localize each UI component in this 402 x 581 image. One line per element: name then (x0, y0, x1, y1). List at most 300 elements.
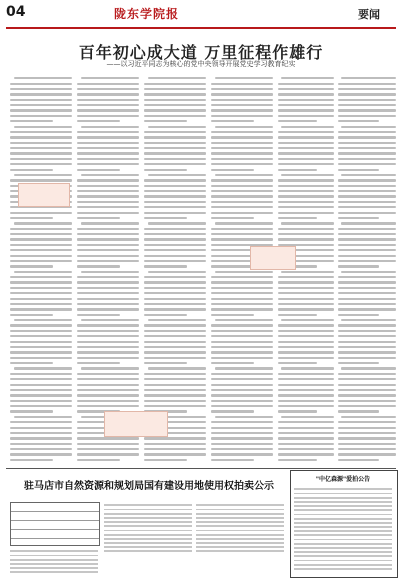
header-rule (6, 27, 396, 29)
text-line (10, 351, 72, 353)
text-column-6 (338, 74, 396, 466)
text-line (338, 351, 396, 353)
text-line (278, 136, 334, 138)
text-line (10, 292, 72, 294)
text-line (211, 421, 273, 423)
text-line (278, 201, 334, 203)
text-line (278, 394, 334, 396)
text-line (338, 427, 396, 429)
text-line (144, 185, 206, 187)
text-line (211, 228, 273, 230)
text-line (338, 421, 396, 423)
text-line (144, 384, 206, 386)
text-line (144, 195, 206, 197)
text-line (144, 120, 187, 122)
text-line (278, 206, 334, 208)
text-line (196, 513, 284, 515)
ad-body-col-0 (10, 548, 98, 576)
text-line (77, 287, 139, 289)
text-line (338, 287, 396, 289)
text-line (341, 77, 396, 79)
text-line (338, 195, 396, 197)
text-column-3 (144, 74, 206, 466)
text-line (10, 335, 72, 337)
page-number: 04 (6, 4, 26, 20)
text-line (144, 405, 206, 407)
text-line (104, 504, 192, 506)
text-line (144, 276, 206, 278)
text-line (10, 330, 72, 332)
text-line (278, 448, 334, 450)
text-line (338, 330, 396, 332)
text-line (211, 120, 254, 122)
text-line (10, 83, 72, 85)
text-line (10, 147, 72, 149)
text-line (211, 233, 273, 235)
text-line (338, 394, 396, 396)
text-line (196, 530, 284, 532)
text-line (144, 147, 206, 149)
text-line (77, 405, 139, 407)
text-line (77, 448, 139, 450)
text-line (196, 517, 284, 519)
text-line (144, 238, 206, 240)
text-line (144, 443, 206, 445)
text-line (10, 158, 72, 160)
text-column-2 (77, 74, 139, 466)
text-line (211, 346, 273, 348)
text-line (338, 93, 396, 95)
text-line (144, 142, 206, 144)
text-line (144, 93, 206, 95)
text-line (77, 228, 139, 230)
text-line (338, 389, 396, 391)
text-line (144, 169, 187, 171)
text-line (196, 509, 284, 511)
ad-title: 驻马店市自然资源和规划局国有建设用地使用权拍卖公示 (24, 481, 274, 492)
text-line (338, 120, 379, 122)
text-line (144, 459, 187, 461)
text-line (104, 525, 192, 527)
text-line (211, 195, 273, 197)
text-line (10, 109, 72, 111)
text-line (144, 324, 206, 326)
text-line (10, 559, 98, 561)
text-line (77, 238, 139, 240)
text-line (211, 169, 254, 171)
text-line (278, 228, 334, 230)
text-line (294, 564, 392, 566)
text-line (294, 539, 392, 541)
text-line (294, 543, 392, 545)
text-line (148, 319, 206, 321)
text-line (338, 453, 396, 455)
text-line (278, 190, 334, 192)
text-line (338, 362, 379, 364)
text-line (294, 514, 392, 516)
text-line (144, 255, 206, 257)
text-line (148, 222, 206, 224)
text-line (77, 351, 139, 353)
text-line (338, 443, 396, 445)
text-line (144, 109, 206, 111)
text-line (341, 222, 396, 224)
text-line (77, 281, 139, 283)
text-line (196, 538, 284, 540)
text-line (81, 174, 139, 176)
text-line (144, 136, 206, 138)
text-line (77, 394, 139, 396)
text-line (77, 233, 139, 235)
text-line (281, 222, 334, 224)
text-line (278, 179, 334, 181)
text-line (77, 190, 139, 192)
text-line (211, 276, 273, 278)
text-line (338, 233, 396, 235)
text-line (196, 550, 284, 552)
text-line (10, 212, 72, 214)
pull-quote-box (104, 411, 168, 437)
text-line (10, 459, 53, 461)
text-line (77, 373, 139, 375)
text-line (278, 314, 317, 316)
text-line (278, 330, 334, 332)
text-line (338, 185, 396, 187)
text-line (77, 453, 139, 455)
text-line (215, 77, 273, 79)
text-line (281, 174, 334, 176)
text-line (148, 271, 206, 273)
text-line (144, 330, 206, 332)
text-line (81, 222, 139, 224)
text-line (338, 276, 396, 278)
text-line (10, 120, 53, 122)
text-line (77, 443, 139, 445)
text-line (14, 416, 72, 418)
text-line (338, 265, 379, 267)
text-line (14, 126, 72, 128)
text-line (10, 571, 98, 573)
text-line (338, 335, 396, 337)
text-line (104, 534, 192, 536)
text-line (77, 244, 139, 246)
text-line (338, 448, 396, 450)
text-line (215, 319, 273, 321)
text-line (77, 362, 120, 364)
text-line (144, 351, 206, 353)
text-line (215, 271, 273, 273)
text-line (281, 271, 334, 273)
text-line (278, 351, 334, 353)
text-line (144, 287, 206, 289)
text-line (278, 212, 334, 214)
text-line (77, 389, 139, 391)
text-line (77, 303, 139, 305)
text-line (77, 163, 139, 165)
text-line (77, 276, 139, 278)
text-line (10, 136, 72, 138)
text-line (281, 416, 334, 418)
text-line (77, 260, 139, 262)
text-line (77, 357, 139, 359)
text-line (215, 222, 273, 224)
text-line (278, 120, 317, 122)
text-line (278, 131, 334, 133)
notice-title: "中亿森源"爱拍公告 (315, 476, 371, 483)
text-line (14, 174, 72, 176)
text-line (215, 174, 273, 176)
text-line (338, 152, 396, 154)
text-line (211, 459, 254, 461)
text-line (10, 563, 98, 565)
text-line (341, 126, 396, 128)
text-line (148, 174, 206, 176)
text-line (144, 233, 206, 235)
text-line (341, 416, 396, 418)
text-line (278, 104, 334, 106)
text-line (278, 142, 334, 144)
text-line (338, 109, 396, 111)
text-line (77, 147, 139, 149)
text-line (77, 217, 120, 219)
text-line (211, 281, 273, 283)
text-line (144, 163, 206, 165)
text-line (77, 99, 139, 101)
text-line (278, 421, 334, 423)
text-line (10, 131, 72, 133)
text-line (211, 373, 273, 375)
text-line (278, 93, 334, 95)
text-line (144, 104, 206, 106)
text-line (10, 378, 72, 380)
text-line (294, 530, 392, 532)
text-line (338, 400, 396, 402)
text-line (10, 265, 53, 267)
text-line (10, 389, 72, 391)
text-line (211, 335, 273, 337)
text-line (211, 136, 273, 138)
article-headline: 百年初心成大道 万里征程作雄行 (78, 43, 324, 62)
text-line (10, 308, 72, 310)
text-line (211, 351, 273, 353)
text-line (77, 249, 139, 251)
text-line (338, 83, 396, 85)
text-line (144, 217, 187, 219)
text-line (211, 400, 273, 402)
text-line (14, 222, 72, 224)
text-line (338, 244, 396, 246)
text-line (148, 77, 206, 79)
text-line (77, 324, 139, 326)
text-line (338, 88, 396, 90)
text-line (81, 126, 139, 128)
text-line (10, 163, 72, 165)
text-line (77, 346, 139, 348)
text-line (294, 568, 392, 570)
text-line (10, 142, 72, 144)
text-line (338, 115, 396, 117)
text-line (77, 400, 139, 402)
text-line (144, 303, 206, 305)
text-line (10, 276, 72, 278)
text-line (278, 373, 334, 375)
text-line (278, 88, 334, 90)
text-line (77, 384, 139, 386)
text-line (211, 201, 273, 203)
text-line (77, 330, 139, 332)
text-line (10, 324, 72, 326)
text-line (10, 410, 53, 412)
text-line (211, 362, 254, 364)
ad-table (10, 502, 100, 546)
text-line (211, 303, 273, 305)
text-line (294, 509, 392, 511)
text-line (211, 185, 273, 187)
text-line (10, 448, 72, 450)
text-line (10, 249, 72, 251)
text-line (10, 405, 72, 407)
text-line (338, 437, 396, 439)
text-line (211, 378, 273, 380)
text-line (211, 190, 273, 192)
text-line (278, 298, 334, 300)
text-line (77, 212, 139, 214)
text-line (104, 542, 192, 544)
text-line (211, 394, 273, 396)
text-line (278, 410, 317, 412)
text-line (211, 131, 273, 133)
text-line (10, 255, 72, 257)
text-line (294, 522, 392, 524)
text-line (211, 292, 273, 294)
text-line (215, 367, 273, 369)
text-line (10, 427, 72, 429)
text-line (278, 152, 334, 154)
text-line (338, 410, 379, 412)
text-line (144, 389, 206, 391)
text-line (77, 120, 120, 122)
text-line (278, 163, 334, 165)
text-line (77, 459, 120, 461)
text-line (211, 163, 273, 165)
text-line (10, 357, 72, 359)
text-line (211, 357, 273, 359)
text-line (104, 509, 192, 511)
text-line (294, 526, 392, 528)
text-line (338, 384, 396, 386)
text-line (211, 314, 254, 316)
text-line (196, 534, 284, 536)
text-line (104, 538, 192, 540)
text-line (338, 260, 396, 262)
text-line (338, 378, 396, 380)
text-line (10, 217, 53, 219)
text-line (338, 405, 396, 407)
text-line (144, 260, 206, 262)
text-line (211, 83, 273, 85)
text-line (278, 400, 334, 402)
text-line (338, 179, 396, 181)
text-line (338, 142, 396, 144)
text-line (294, 493, 392, 495)
text-line (144, 131, 206, 133)
text-line (144, 190, 206, 192)
text-line (77, 255, 139, 257)
text-line (278, 427, 334, 429)
text-line (104, 546, 192, 548)
text-line (215, 416, 273, 418)
text-line (294, 501, 392, 503)
text-line (10, 550, 98, 552)
text-line (144, 99, 206, 101)
text-line (77, 185, 139, 187)
text-line (278, 185, 334, 187)
ad-divider (6, 468, 396, 469)
text-line (144, 179, 206, 181)
text-line (338, 238, 396, 240)
text-line (10, 314, 53, 316)
text-line (338, 314, 379, 316)
text-line (281, 77, 334, 79)
text-line (338, 228, 396, 230)
text-line (278, 109, 334, 111)
text-line (77, 378, 139, 380)
text-line (278, 303, 334, 305)
text-line (211, 384, 273, 386)
text-line (148, 126, 206, 128)
text-line (10, 373, 72, 375)
text-line (338, 459, 379, 461)
text-line (77, 265, 120, 267)
text-line (77, 201, 139, 203)
text-line (341, 319, 396, 321)
text-line (338, 298, 396, 300)
text-line (294, 560, 392, 562)
text-line (10, 443, 72, 445)
text-line (338, 217, 379, 219)
text-line (338, 147, 396, 149)
text-line (211, 152, 273, 154)
text-line (77, 437, 139, 439)
text-line (10, 567, 98, 569)
text-line (278, 281, 334, 283)
text-line (10, 384, 72, 386)
text-line (281, 367, 334, 369)
masthead-title: 陇东学院报 (114, 7, 180, 21)
text-line (144, 362, 187, 364)
text-line (294, 497, 392, 499)
text-line (338, 206, 396, 208)
text-line (338, 308, 396, 310)
text-line (211, 217, 254, 219)
text-line (10, 88, 72, 90)
text-line (77, 195, 139, 197)
text-line (144, 201, 206, 203)
text-line (294, 518, 392, 520)
text-line (278, 346, 334, 348)
text-line (10, 432, 72, 434)
text-line (211, 99, 273, 101)
text-line (77, 298, 139, 300)
text-line (211, 308, 273, 310)
text-line (10, 346, 72, 348)
text-line (104, 530, 192, 532)
text-line (14, 271, 72, 273)
text-line (10, 341, 72, 343)
text-line (10, 169, 53, 171)
text-line (211, 265, 254, 267)
text-line (278, 292, 334, 294)
